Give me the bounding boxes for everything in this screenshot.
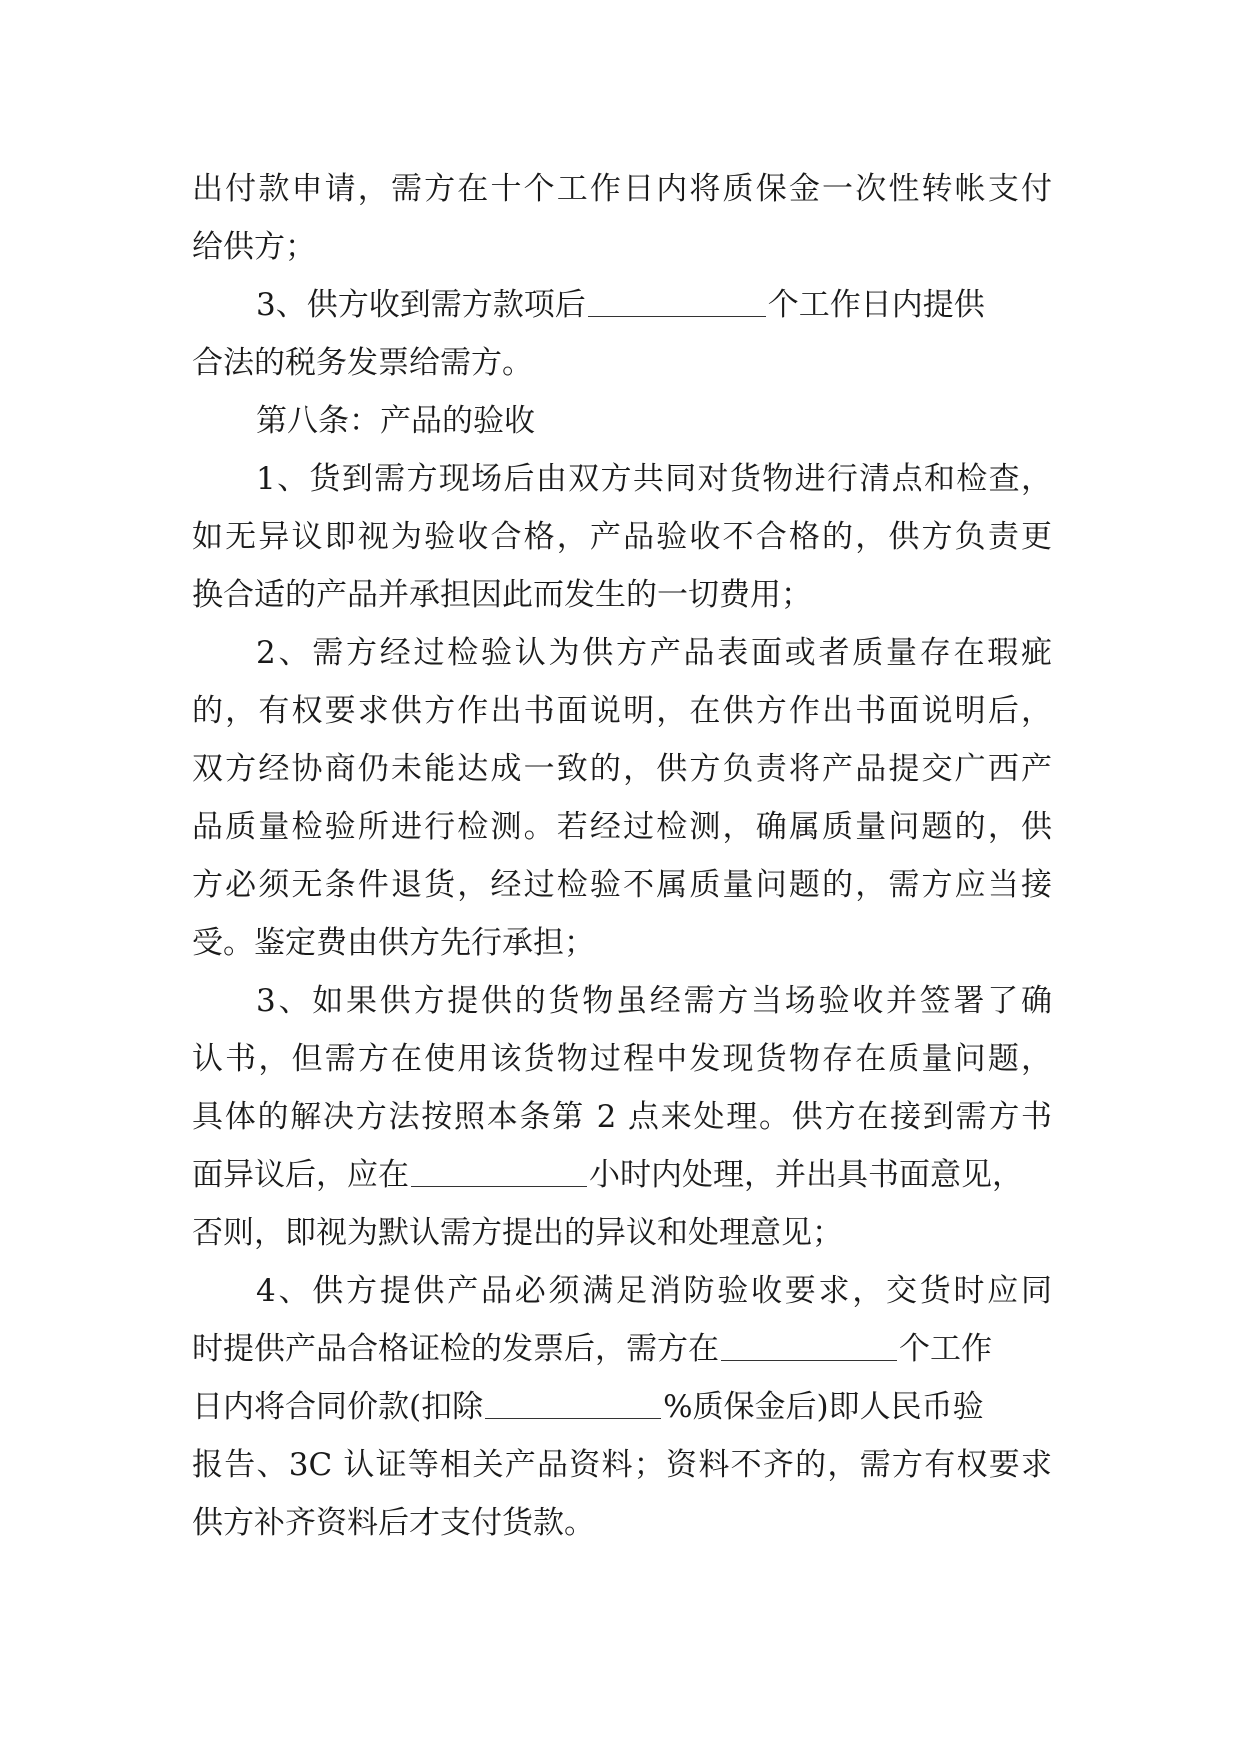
text-segment: 面异议后，应在 (192, 1157, 409, 1193)
text-line-2: 给供方； (192, 229, 316, 265)
section-heading: 第八条：产品的验收 (256, 403, 535, 439)
text-line-22 (192, 1378, 984, 1436)
text-segment: 3、供方收到需方款项后 (256, 287, 586, 323)
text-line-18 (192, 1146, 1023, 1204)
text-line-12: 品质量检验所进行检测。若经过检测，确属质量问题的，供 (192, 809, 1052, 845)
text-line-1: 出付款申请，需方在十个工作日内将质保金一次性转帐支付 (192, 171, 1052, 207)
text-line-21 (192, 1320, 992, 1378)
text-line-17: 具体的解决方法按照本条第 2 点来处理。供方在接到需方书 (192, 1099, 1052, 1135)
text-line-7: 如无异议即视为验收合格，产品验收不合格的，供方负责更 (192, 519, 1052, 555)
text-line-16: 认书，但需方在使用该货物过程中发现货物存在质量问题， (192, 1041, 1052, 1077)
text-line-6: 1、货到需方现场后由双方共同对货物进行清点和检查， (256, 461, 1052, 497)
text-line-4: 合法的税务发票给需方。 (192, 345, 533, 381)
text-line-24: 供方补齐资料后才支付货款。 (192, 1505, 595, 1541)
text-line-9: 2、需方经过检验认为供方产品表面或者质量存在瑕疵 (256, 635, 1052, 671)
fill-in-blank (485, 1384, 661, 1419)
text-segment: 个工作 (899, 1331, 992, 1367)
text-line-11: 双方经协商仍未能达成一致的，供方负责将产品提交广西产 (192, 751, 1052, 787)
fill-in-blank (411, 1152, 587, 1187)
text-segment: 日内将合同价款(扣除 (192, 1389, 484, 1425)
fill-in-blank (721, 1326, 897, 1361)
text-segment: 时提供产品合格证检的发票后，需方在 (192, 1331, 719, 1367)
text-line-20: 4、供方提供产品必须满足消防验收要求，交货时应同 (256, 1273, 1052, 1309)
text-segment: 小时内处理，并出具书面意见， (589, 1157, 1023, 1193)
text-line-23: 报告、3C 认证等相关产品资料；资料不齐的，需方有权要求 (192, 1447, 1052, 1483)
text-line-19: 否则，即视为默认需方提出的异议和处理意见； (192, 1215, 843, 1251)
text-line-14: 受。鉴定费由供方先行承担； (192, 925, 595, 961)
text-line-10: 的，有权要求供方作出书面说明，在供方作出书面说明后， (192, 693, 1052, 729)
text-line-8: 换合适的产品并承担因此而发生的一切费用； (192, 577, 812, 613)
text-segment: %质保金后)即人民币验 (663, 1389, 984, 1425)
text-line-3 (256, 276, 985, 334)
fill-in-blank (588, 282, 766, 317)
text-line-15: 3、如果供方提供的货物虽经需方当场验收并签署了确 (256, 983, 1052, 1019)
text-line-13: 方必须无条件退货，经过检验不属质量问题的，需方应当接 (192, 867, 1052, 903)
text-segment: 个工作日内提供 (767, 287, 985, 323)
